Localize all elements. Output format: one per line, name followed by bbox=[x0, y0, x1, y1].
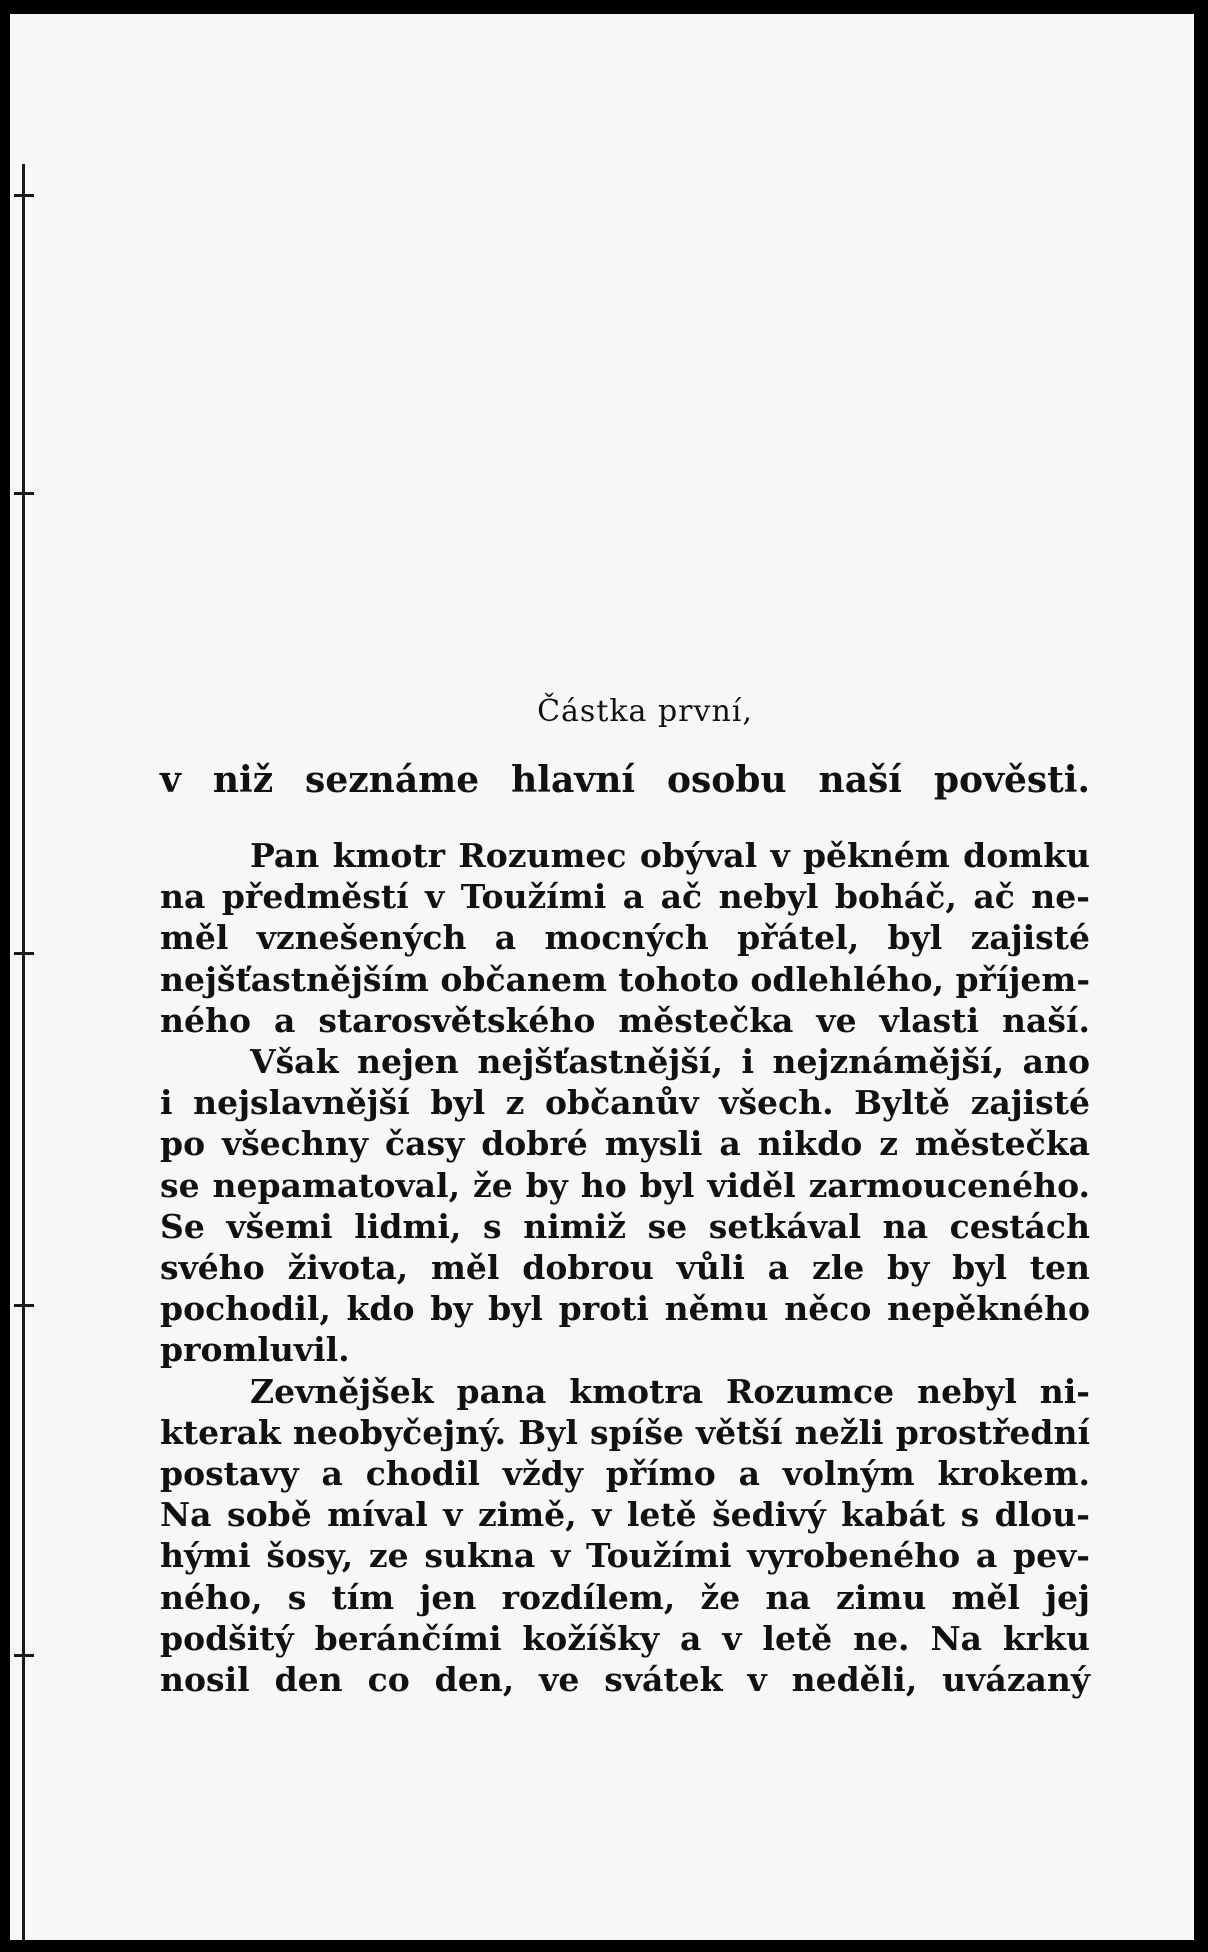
text-line: postavy a chodil vždy přímo a volným krokem. bbox=[160, 1454, 1090, 1494]
text-line: nosil den co den, ve svátek v neděli, uvázaný bbox=[160, 1660, 1090, 1700]
page-text bbox=[160, 694, 1090, 1700]
text-line: nejšťastnějším občanem tohoto odlehlého, příjem- bbox=[160, 959, 1091, 999]
text-line: kterak neobyčejný. Byl spíše větší nežli prostřední bbox=[160, 1412, 1090, 1452]
text-line: Zevnějšek pana kmotra Rozumce nebyl ni- bbox=[250, 1371, 1090, 1411]
text-line: i nejslavnější byl z občanův všech. Byltě zajisté bbox=[160, 1083, 1090, 1123]
text-line: měl vznešených a mocných přátel, byl zajisté bbox=[160, 918, 1090, 958]
text-line: pochodil, kdo by byl proti němu něco nepěkného bbox=[160, 1289, 1090, 1329]
text-line: ného, s tím jen rozdílem, že na zimu měl jej bbox=[160, 1577, 1090, 1617]
text-line: podšitý beránčími kožíšky a v letě ne. Na krku bbox=[160, 1618, 1090, 1658]
binding-mark bbox=[14, 952, 34, 955]
binding-mark bbox=[14, 1654, 34, 1657]
binding-mark bbox=[14, 492, 34, 495]
text-line: na předměstí v Toužími a ač nebyl boháč, ač ne- bbox=[160, 877, 1090, 917]
binding-mark bbox=[14, 194, 34, 197]
binding-mark bbox=[14, 1304, 34, 1307]
chapter-title: v niž seznáme hlavní osobu naší pověsti. bbox=[160, 759, 1090, 801]
text-line: Však nejen nejšťastnější, i nejznámější, ano bbox=[250, 1042, 1090, 1082]
text-line: se nepamatoval, že by ho byl viděl zarmouceného. bbox=[160, 1165, 1090, 1205]
text-line: ného a starosvětského městečka ve vlasti naší. bbox=[160, 1000, 1090, 1040]
book-page bbox=[10, 14, 1194, 1940]
text-line: po všechny časy dobré mysli a nikdo z městečka bbox=[160, 1124, 1090, 1164]
text-line: hými šosy, ze sukna v Toužími vyrobeného a pev- bbox=[160, 1536, 1090, 1576]
paragraph bbox=[160, 1371, 1090, 1701]
binding-edge bbox=[22, 164, 25, 1940]
text-line: Pan kmotr Rozumec obýval v pěkném domku bbox=[250, 836, 1090, 875]
chapter-label: Částka první, bbox=[537, 694, 753, 729]
text-line: promluvil. bbox=[160, 1330, 350, 1370]
text-line: Na sobě míval v zimě, v letě šedivý kabát s dlou- bbox=[160, 1495, 1090, 1535]
text-line: svého života, měl dobrou vůli a zle by byl ten bbox=[160, 1248, 1090, 1288]
text-line: Se všemi lidmi, s nimiž se setkával na cestách bbox=[160, 1206, 1090, 1246]
paragraph bbox=[160, 835, 1090, 1371]
